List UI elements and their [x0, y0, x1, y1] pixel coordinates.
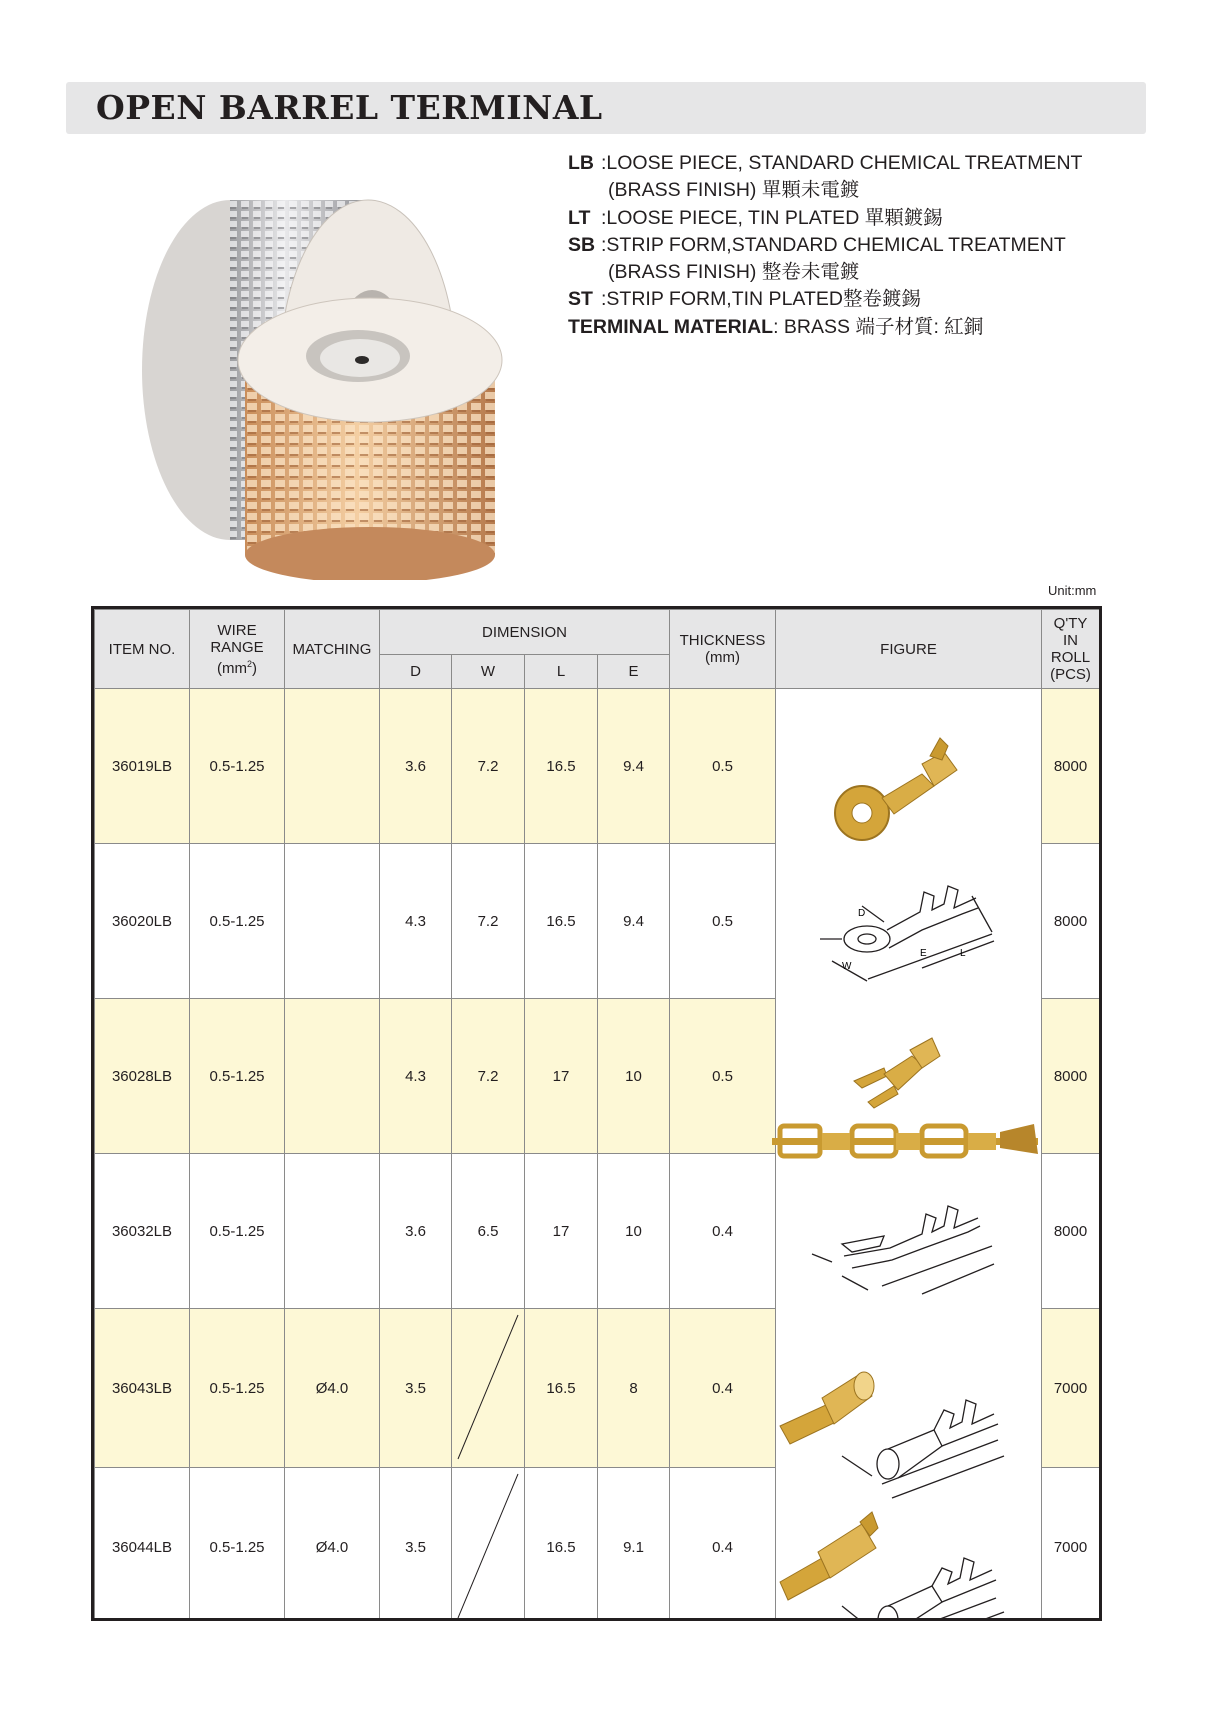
cell-l: 16.5 [525, 689, 598, 844]
cell-l: 16.5 [525, 1309, 598, 1468]
cell-l: 17 [525, 999, 598, 1154]
cell-d: 4.3 [380, 844, 452, 999]
figure-label-d: D [858, 908, 866, 919]
cell-item: 36043LB [95, 1309, 190, 1468]
cell-thickness: 0.4 [670, 1309, 776, 1468]
unit-label: Unit:mm [1048, 583, 1097, 598]
cell-w: 6.5 [452, 1154, 525, 1309]
spec-line: (BRASS FINISH) 單顆未電鍍 [608, 179, 860, 202]
bullet-receptacle-drawing [842, 1400, 1004, 1498]
cell-thickness: 0.5 [670, 689, 776, 844]
ring-terminal-photo [835, 738, 957, 840]
material-label: TERMINAL MATERIAL [568, 315, 774, 338]
cell-w: 7.2 [452, 689, 525, 844]
cell-d: 3.6 [380, 1154, 452, 1309]
header-matching: MATCHING [285, 610, 380, 689]
cell-item: 36028LB [95, 999, 190, 1154]
bullet-receptacle-photo [780, 1372, 874, 1444]
title-bar [66, 82, 1146, 134]
cell-item: 36032LB [95, 1154, 190, 1309]
header-thickness: THICKNESS (mm) [670, 610, 776, 689]
header-qty: Q'TY IN ROLL (PCS) [1042, 610, 1100, 689]
spec-line: SB :STRIP FORM,STANDARD CHEMICAL TREATMENT [568, 233, 1066, 256]
cell-wire: 0.5-1.25 [190, 1309, 285, 1468]
cell-matching: Ø4.0 [285, 1468, 380, 1622]
cell-wire: 0.5-1.25 [190, 1154, 285, 1309]
cell-qty: 8000 [1042, 999, 1100, 1154]
cell-w: 7.2 [452, 844, 525, 999]
receptacle-drawing [842, 1558, 1004, 1618]
cell-wire: 0.5-1.25 [190, 844, 285, 999]
cell-thickness: 0.4 [670, 1468, 776, 1622]
cell-l: 16.5 [525, 844, 598, 999]
header-dimension: DIMENSION [380, 610, 670, 655]
cell-l: 16.5 [525, 1468, 598, 1622]
spec-line: LB :LOOSE PIECE, STANDARD CHEMICAL TREATMENT [568, 152, 1083, 174]
cell-thickness: 0.5 [670, 844, 776, 999]
cell-l: 17 [525, 1154, 598, 1309]
cell-qty: 8000 [1042, 844, 1100, 999]
strip-form-photo [772, 1124, 1038, 1156]
header-d: D [380, 655, 452, 689]
cell-e: 9.4 [598, 844, 670, 999]
figure-label-l: L [960, 948, 966, 959]
cell-e: 10 [598, 999, 670, 1154]
cell-e: 10 [598, 1154, 670, 1309]
spec-line: (BRASS FINISH) 整卷未電鍍 [608, 261, 860, 284]
cell-matching: Ø4.0 [285, 1309, 380, 1468]
cell-e: 9.1 [598, 1468, 670, 1622]
header-w: W [452, 655, 525, 689]
figure-area [772, 738, 1038, 1618]
page-title: OPEN BARREL TERMINAL [96, 88, 603, 127]
cell-qty: 8000 [1042, 1154, 1100, 1309]
material-value: : BRASS 端子材質: 紅銅 [773, 315, 984, 338]
cell-e: 8 [598, 1309, 670, 1468]
spec-line: LT :LOOSE PIECE, TIN PLATED 單顆鍍錫 [568, 206, 943, 229]
header-item-no: ITEM NO. [95, 610, 190, 689]
spec-table-frame [91, 606, 1102, 1621]
spec-line: ST :STRIP FORM,TIN PLATED整卷鍍錫 [568, 288, 921, 311]
cell-wire: 0.5-1.25 [190, 999, 285, 1154]
header-figure: FIGURE [776, 610, 1042, 689]
fork-terminal-drawing [812, 1206, 994, 1294]
header-e: E [598, 655, 670, 689]
cell-item: 36019LB [95, 689, 190, 844]
material-line [568, 314, 1128, 341]
cell-thickness: 0.4 [670, 1154, 776, 1309]
cell-qty: 8000 [1042, 689, 1100, 844]
cell-qty: 7000 [1042, 1309, 1100, 1468]
spec-list [568, 150, 1128, 341]
header-wire-range: WIRE RANGE $(mm^2)$ [190, 610, 285, 689]
header-l: L [525, 655, 598, 689]
cell-d: 4.3 [380, 999, 452, 1154]
cell-w: 7.2 [452, 999, 525, 1154]
cell-wire: 0.5-1.25 [190, 1468, 285, 1622]
cell-item: 36044LB [95, 1468, 190, 1622]
fork-terminal-photo [854, 1038, 940, 1108]
figure-label-e: E [920, 948, 927, 959]
cell-d: 3.5 [380, 1468, 452, 1622]
cell-thickness: 0.5 [670, 999, 776, 1154]
cell-qty: 7000 [1042, 1468, 1100, 1622]
cell-item: 36020LB [95, 844, 190, 999]
cell-wire: 0.5-1.25 [190, 689, 285, 844]
figure-drawings [94, 609, 1099, 1618]
cell-e: 9.4 [598, 689, 670, 844]
cell-d: 3.6 [380, 689, 452, 844]
receptacle-photo [780, 1512, 878, 1600]
figure-label-w: W [842, 961, 852, 972]
terminal-reels-photo [120, 160, 540, 580]
cell-d: 3.5 [380, 1309, 452, 1468]
